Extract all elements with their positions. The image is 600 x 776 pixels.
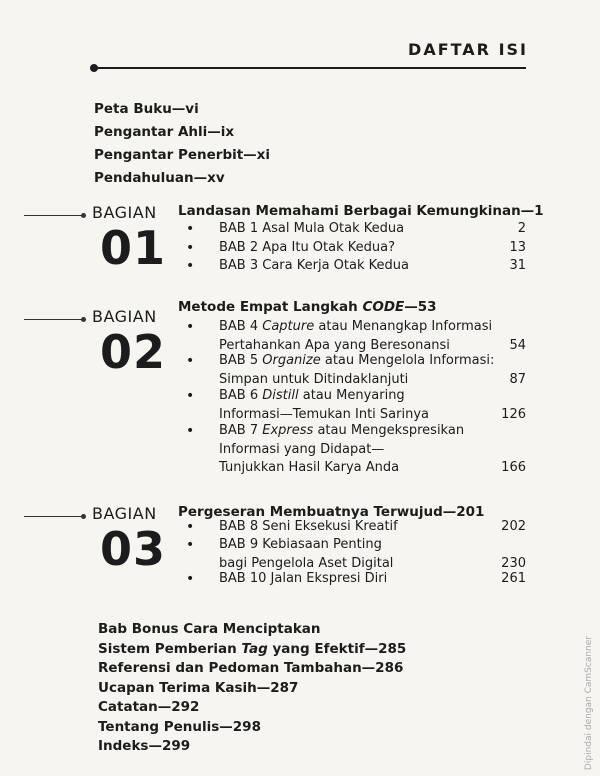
bullet-icon: • xyxy=(186,239,195,256)
back-matter-item: Bab Bonus Cara Menciptakan xyxy=(98,621,321,637)
chapter-title: BAB 3 Cara Kerja Otak Kedua xyxy=(219,258,409,273)
chapter-page: 261 xyxy=(501,571,526,586)
chapter-entry xyxy=(186,536,526,573)
chapter-entry xyxy=(186,387,526,424)
back-matter-item: Tentang Penulis—298 xyxy=(98,718,261,735)
section-number: 01 xyxy=(100,221,167,275)
back-matter-item: Indeks—299 xyxy=(98,738,191,754)
chapter-title-cont: bagi Pengelola Aset Digital xyxy=(219,555,394,571)
front-matter-item: Pendahuluan—xv xyxy=(94,170,225,186)
chapter-page: 31 xyxy=(509,258,526,273)
section-title: Pergeseran Membuatnya Terwujud—201 xyxy=(178,504,485,520)
chapter-title: BAB 8 Seni Eksekusi Kreatif xyxy=(219,519,398,534)
chapter-entry xyxy=(186,422,526,478)
chapter-entry xyxy=(186,318,526,355)
bullet-icon: • xyxy=(186,221,195,237)
chapter-entry xyxy=(186,352,526,389)
back-matter-item: Sistem Pemberian Tag yang Efektif—285 xyxy=(98,640,407,657)
section-pointer-dot xyxy=(81,213,86,218)
back-matter-item: Referensi dan Pedoman Tambahan—286 xyxy=(98,660,404,676)
chapter-page: 126 xyxy=(501,406,526,422)
chapter-entry xyxy=(186,257,526,276)
chapter-title: BAB 9 Kebiasaan Penting xyxy=(219,537,382,552)
chapter-title-cont: Informasi—Temukan Inti Sarinya xyxy=(219,406,429,422)
chapter-title: BAB 7 Express atau Mengekspresikan xyxy=(219,423,465,438)
chapter-title: BAB 2 Apa Itu Otak Kedua? xyxy=(219,239,396,255)
bullet-icon: • xyxy=(186,388,195,404)
chapter-title: BAB 4 Capture atau Menangkap Informasi xyxy=(219,319,493,334)
bullet-icon: • xyxy=(186,258,195,274)
front-matter-item: Peta Buku—vi xyxy=(94,101,199,117)
bullet-icon: • xyxy=(186,571,195,587)
section-pointer-dot xyxy=(81,317,86,322)
section-label: BAGIAN xyxy=(92,203,157,222)
chapter-page: 13 xyxy=(509,239,526,255)
chapter-title-cont: Simpan untuk Ditindaklanjuti xyxy=(219,371,409,387)
section-pointer-line xyxy=(24,319,84,320)
section-number: 03 xyxy=(100,522,167,576)
scanner-watermark: Dipindai dengan CamScanner xyxy=(584,635,594,770)
front-matter-item: Pengantar Penerbit—xi xyxy=(94,147,271,163)
section-number: 02 xyxy=(100,325,167,379)
chapter-entry xyxy=(186,518,526,537)
chapter-page: 2 xyxy=(517,221,526,236)
back-matter-list xyxy=(98,620,406,757)
chapter-page: 166 xyxy=(501,460,526,475)
chapter-title: BAB 10 Jalan Ekspresi Diri xyxy=(219,571,388,586)
chapter-title: BAB 1 Asal Mula Otak Kedua xyxy=(219,221,405,236)
section-pointer-dot xyxy=(81,514,86,519)
bullet-icon: • xyxy=(186,353,195,369)
section-pointer-line xyxy=(24,215,84,216)
chapter-page: 230 xyxy=(501,555,526,571)
bullet-icon: • xyxy=(186,319,195,335)
chapter-title: BAB 5 Organize atau Mengelola Informasi: xyxy=(219,353,495,368)
page-title: DAFTAR ISI xyxy=(408,40,528,59)
title-rule xyxy=(94,67,526,69)
back-matter-item: Ucapan Terima Kasih—287 xyxy=(98,679,299,696)
back-matter-item: Catatan—292 xyxy=(98,699,200,715)
section-pointer-line xyxy=(24,516,84,517)
section-label: BAGIAN xyxy=(92,504,157,523)
bullet-icon: • xyxy=(186,537,195,553)
bullet-icon: • xyxy=(186,519,195,535)
chapter-entry xyxy=(186,220,526,239)
chapter-page: 54 xyxy=(509,337,526,353)
section-label: BAGIAN xyxy=(92,307,157,326)
chapter-page: 202 xyxy=(501,519,526,534)
front-matter-item: Pengantar Ahli—ix xyxy=(94,124,235,140)
front-matter-list xyxy=(94,98,270,190)
chapter-entry xyxy=(186,239,526,258)
section-title: Landasan Memahami Berbagai Kemungkinan—1 xyxy=(178,203,544,219)
chapter-page: 87 xyxy=(509,371,526,387)
chapter-title-cont: Tunjukkan Hasil Karya Anda xyxy=(219,460,400,475)
chapter-title: BAB 6 Distill atau Menyaring xyxy=(219,388,405,403)
bullet-icon: • xyxy=(186,423,195,439)
section-title: Metode Empat Langkah CODE—53 xyxy=(178,299,437,315)
chapter-title-cont: Pertahankan Apa yang Beresonansi xyxy=(219,337,450,353)
chapter-entry xyxy=(186,570,526,589)
chapter-title-cont: Informasi yang Didapat— xyxy=(219,441,385,457)
